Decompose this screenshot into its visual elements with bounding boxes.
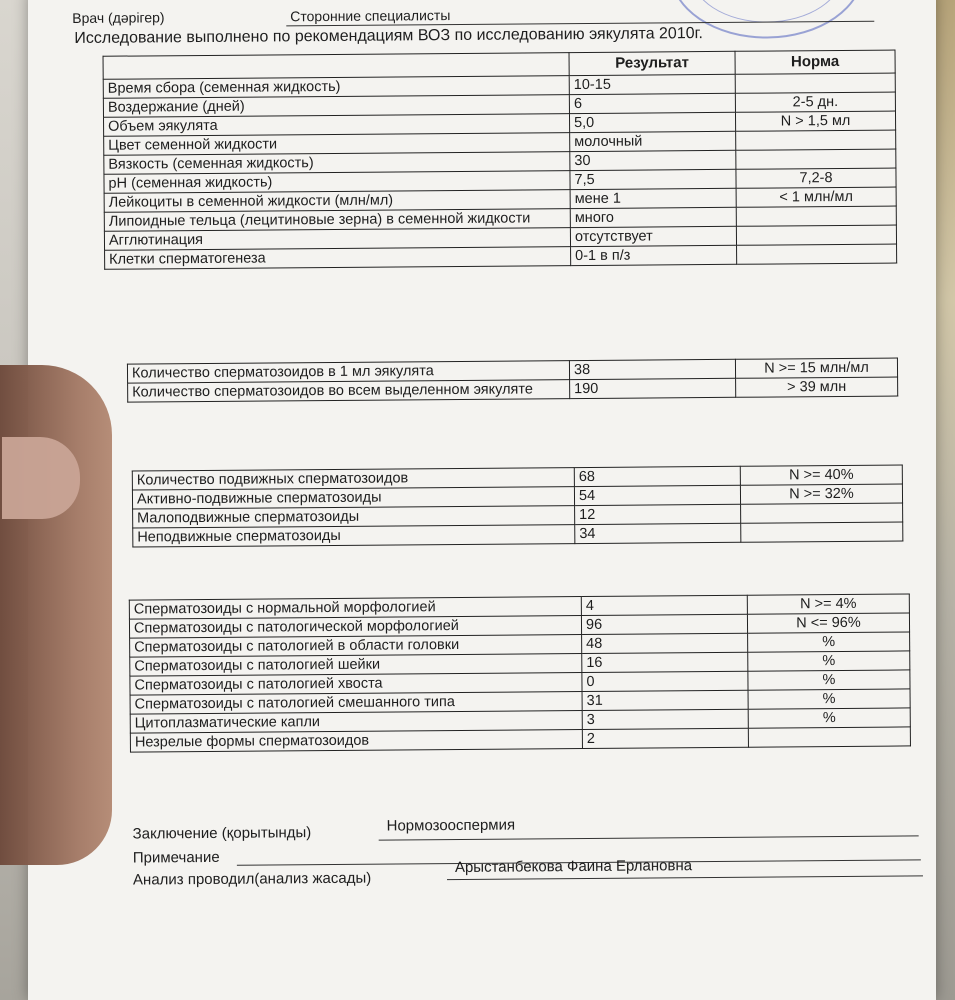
table-row: Малоподвижные сперматозоиды 12 (133, 503, 903, 528)
concentration-table (127, 358, 898, 403)
table-row: Время сбора (семенная жидкость) 10-15 (103, 73, 895, 98)
table-row: Активно-подвижные сперматозоиды 54 N >= 32% (132, 484, 902, 509)
morphology-table (129, 593, 911, 752)
doctor-row (72, 7, 451, 26)
general-params-table (103, 50, 898, 270)
table-row: Липоидные тельца (лецитиновые зерна) в семенной жидкости много (104, 206, 896, 231)
analysis-sheet (28, 0, 936, 1000)
note-label: Примечание (132, 848, 220, 867)
table-row: Сперматозоиды с патологией хвоста 0 % (130, 670, 910, 695)
analyst-label: Анализ проводил(анализ жасады) (132, 869, 372, 889)
table-row: Вязкость (семенная жидкость) 30 (104, 149, 896, 174)
table-row: Незрелые формы сперматозоидов 2 (130, 727, 910, 752)
table-row: Цвет семенной жидкости молочный (104, 130, 896, 155)
table-row: Сперматозоиды с патологией шейки 16 % (130, 651, 910, 676)
col-result-header: Результат (569, 51, 735, 75)
who-note: Исследование выполнено по рекомендациям ВОЗ по исследованию эякулята 2010г. (74, 25, 703, 47)
table-row: Неподвижные сперматозоиды 34 (133, 522, 903, 547)
table-row: Агглютинация отсутствует (104, 225, 896, 250)
conclusion-label: Заключение (қорытынды) (132, 824, 312, 843)
conclusion-underline (379, 835, 919, 840)
analyst-underline (447, 875, 923, 880)
table-row: Цитоплазматические капли 3 % (130, 708, 910, 733)
table-row: Сперматозоиды с патологической морфологией 96 N <= 96% (129, 613, 909, 638)
table-row: Количество подвижных сперматозоидов 68 N >= 40% (132, 465, 902, 490)
table-row: pH (семенная жидкость) 7,5 7,2-8 (104, 168, 896, 193)
table-row: Лейкоциты в семенной жидкости (млн/мл) мене 1 < 1 млн/мл (104, 187, 896, 212)
conclusion-row (132, 816, 516, 843)
analyst-value: Арыстанбекова Фаина Ерлановна (454, 857, 693, 877)
table-row: Количество сперматозоидов во всем выделенном эякуляте 190 > 39 млн (128, 377, 898, 402)
doctor-label: Врач (дәрігер) (72, 9, 165, 26)
table-row: Клетки сперматогенеза 0-1 в п/з (105, 244, 897, 269)
table-row: Количество сперматозоидов в 1 мл эякулята 38 N >= 15 млн/мл (127, 358, 897, 383)
conclusion-value: Нормозооспермия (386, 816, 516, 835)
note-row (133, 849, 220, 867)
table-row: Сперматозоиды с патологией смешанного типа 31 % (130, 689, 910, 714)
thumbnail (2, 437, 80, 519)
table-row: Сперматозоиды с нормальной морфологией 4 N >= 4% (129, 594, 909, 619)
table-row: Объем эякулята 5,0 N > 1,5 мл (104, 111, 896, 136)
doctor-value: Сторонние специалисты (290, 7, 451, 25)
table-row: Сперматозоиды с патологией в области головки 48 % (130, 632, 910, 657)
col-norm-header: Норма (735, 50, 895, 74)
motility-table (132, 464, 904, 547)
table-row: Воздержание (дней) 6 2-5 дн. (103, 92, 895, 117)
